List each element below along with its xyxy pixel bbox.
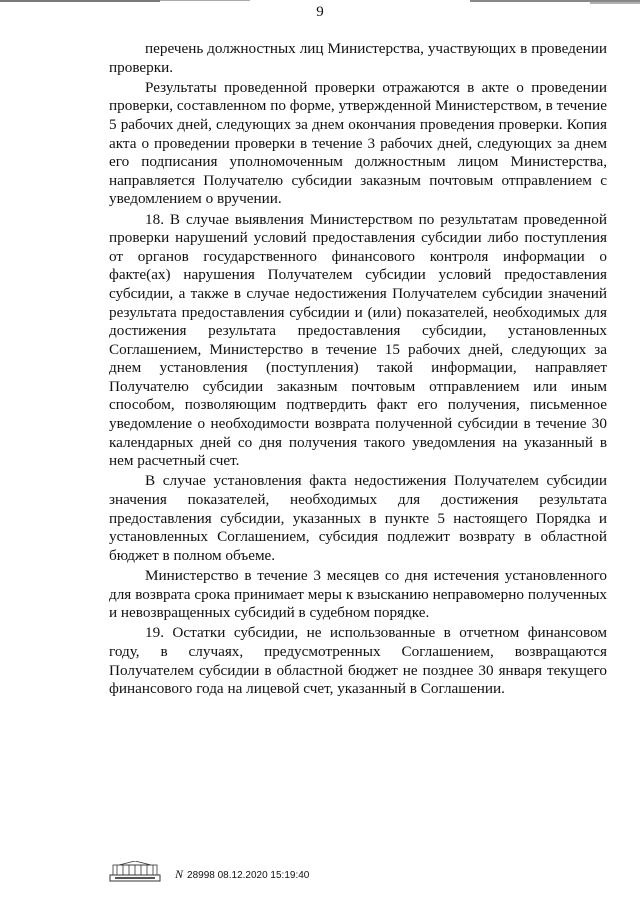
document-footer [109, 861, 409, 891]
paragraph-continuation: перечень должностных лиц Министерства, участвующих в проведении проверки. [109, 40, 607, 76]
registration-mark: N [175, 867, 184, 881]
registry-stamp-icon [109, 861, 161, 883]
registration-stamp [175, 867, 309, 882]
paragraph-18: 18. В случае выявления Министерством по результатам проведенной проверки нарушений условий предоставления субсидии либо поступления от органов государственного финансового контроля информации о факте(ах) нарушения Получателем субсидии условий предоставления субсидии, а также в случае недостижения Получателем субсидии значений результата предоставления субсидии и (или) показателей, необходимых для достижения результата предоставления субсидии, установленных Соглашением, Министерство в течение 15 рабочих дней, следующих за днем установления (поступления) такой информации, направляет Получателю субсидии заказным почтовым отправлением или иным способом, позволяющим подтвердить факт его получения, письменное уведомление о необходимости возврата полученной субсидии в течение 30 календарных дней со дня получения такого уведомления на указанный в нем расчетный счет. [109, 210, 607, 470]
paragraph-indicators-not-achieved: В случае установления факта недостижения Получателем субсидии значения показателей, необходимых для достижения результата предоставления субсидии, указанных в пункте 5 настоящего Порядка и установленных Соглашением, субсидия подлежит возврату в областной бюджет в полном объеме. [109, 472, 607, 564]
paragraph-recovery-measures: Министерство в течение 3 месяцев со дня истечения установленного для возврата срока принимает меры к взысканию неправомерно полученных и невозвращенных субсидий в судебном порядке. [109, 567, 607, 622]
page-number: 9 [316, 4, 324, 20]
paragraph-inspection-results: Результаты проведенной проверки отражаются в акте о проведении проверки, составленном по форме, утвержденной Министерством, в течение 5 рабочих дней, следующих за днем окончания проведения проверки. Копия акта о проведении проверки в течение 3 рабочих дней, следующих за днем его подписания уполномоченным должностным лицом Министерства, направляется Получателю субсидии заказным почтовым отправлением с уведомлением о вручении. [109, 78, 607, 208]
registration-number-datetime: 28998 08.12.2020 15:19:40 [187, 870, 310, 881]
document-body [109, 40, 607, 700]
paragraph-19: 19. Остатки субсидии, не использованные в отчетном финансовом году, в случаях, предусмотренных Соглашением, возвращаются Получателем субсидии в областной бюджет не позднее 30 января текущего финансового года на лицевой счет, указанный в Соглашении. [109, 624, 607, 698]
